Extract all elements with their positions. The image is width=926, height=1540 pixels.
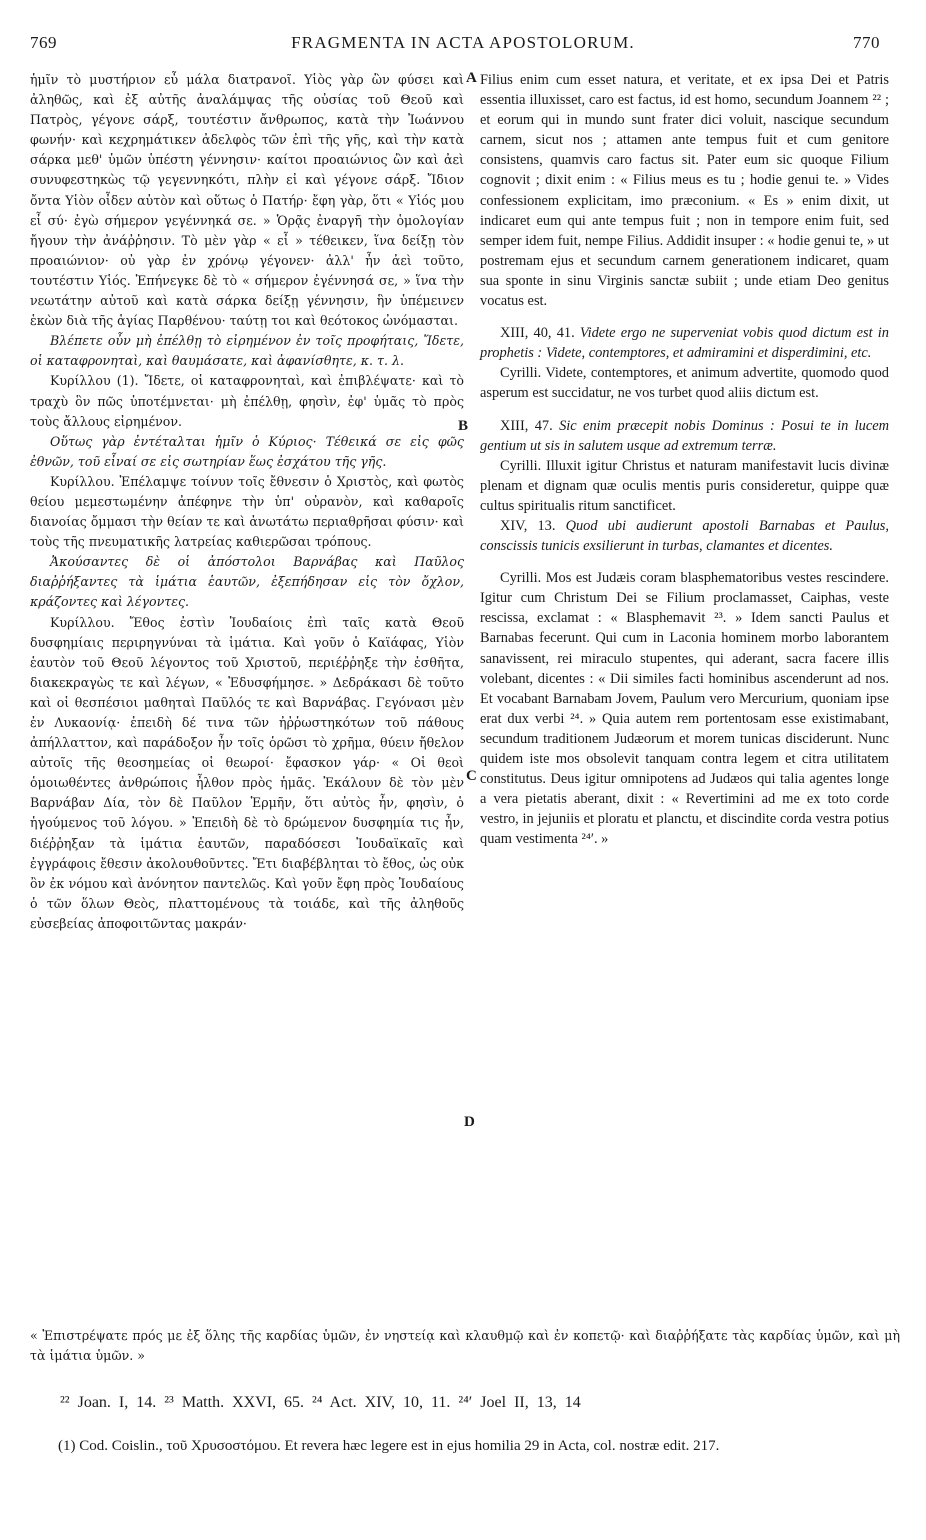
margin-marker-c: C — [466, 768, 477, 784]
greek-paragraph: ἡμῖν τὸ μυστήριον εὖ μάλα διατρανοῖ. Υἱὸς γὰρ ὢν φύσει καὶ ἀληθῶς, καὶ ἐξ αὐτῆς ἀναλάμψας τῆς οὐσίας τοῦ Θεοῦ καὶ Πατρὸς, γέγονε σάρξ, τουτέστιν ἄνθρωπος, κατὰ τὴν Ἰωάννου φωνήν· καὶ κεχρημάτικεν ἀδελφὸς τῶν ἐπὶ τῆς γῆς, καὶ τὴν κατὰ σάρκα μεθ' ὑμῶν ὑπέστη γέννησιν· καίτοι προαιώνιος ὢν καὶ ἀεὶ συνυφεστηκὼς τῷ γεγεννηκότι, πλὴν εἰ καὶ γέγονε σάρξ. Ἴδιον ὄντα Υἱὸν οἶδεν αὐτὸν καὶ οὕτως ὁ Πατήρ· ἔφη γὰρ, ὅτι « Υἱός μου εἶ σύ· ἐγὼ σήμερον γεγέννηκά σε. » Ὁρᾷς ἐναργῆ τὴν ὁμολογίαν ἤγουν τὴν ἀνάῤῥησιν. Τὸ μὲν γὰρ « εἶ » τέθεικεν, ἵνα δείξῃ τὸν προαιώνιον· οὐ γὰρ ἐν χρόνῳ γέγονεν· ἀλλ' ἦν ἀεὶ τοῦτο, τουτέστιν Υἱός. Ἐπήνεγκε δὲ τὸ « σήμερον ἐγέννησά σε, » ἵνα τὴν νεωτάτην αὐτοῦ καὶ κατὰ σάρκα δείξῃ γέννησιν, ἣν ὑπέμεινεν ἑκὼν διὰ τῆς ἁγίας Παρθένου· ταύτῃ τοι καὶ θεότοκος ὠνόμασται. — [30, 72, 464, 329]
latin-commentary: Cyrilli. Illuxit igitur Christus et naturam manifestavit lucis divinæ plenam et dignam quæ oculis mentis puris consideretur, quippe quæ cultus spiritualis ritum sanctificet. — [480, 457, 889, 514]
spacer — [480, 404, 889, 416]
greek-scripture-lemma: Ἀκούσαντες δὲ οἱ ἀπόστολοι Βαρνάβας καὶ Παῦλος διαῤῥήξαντες τὰ ἱμάτια ἑαυτῶν, ἐξεπήδησαν εἰς τὸν ὄχλον, κράζοντες καὶ λέγοντες. — [30, 554, 464, 610]
greek-commentary: Κυρίλλου. Ἐπέλαμψε τοίνυν τοῖς ἔθνεσιν ὁ Χριστὸς, καὶ φωτὸς θείου μεμεστωμένην ἀπέφηνε τὴν ὑπ' οὐρανὸν, καὶ καθαροῖς διανοίας ὄμμασι τὴν θείαν τε καὶ ἀνωτάτω περιαθρῆσαι φύσιν· καὶ τοὺς τῆς πνευματικῆς λατρείας καθιερῶσαι τρόπους. — [30, 473, 464, 550]
page-header — [0, 33, 926, 57]
margin-marker-b: B — [458, 418, 469, 434]
verse-reference: XIII, 40, 41. — [500, 325, 575, 342]
latin-commentary: Cyrilli. Videte, contemptores, et animum advertite, quomodo quod asperum est succidatur, ne vos turbet quod aliis dictum est. — [480, 365, 889, 402]
greek-continuation-line: « Ἐπιστρέψατε πρός με ἐξ ὅλης τῆς καρδίας ὑμῶν, ἐν νηστείᾳ καὶ κλαυθμῷ καὶ ἐν κοπετῷ· καὶ διαῤῥήξατε τὰς καρδίας ὑμῶν, καὶ μὴ τὰ ἱμάτια ὑμῶν. » — [30, 1328, 900, 1364]
latin-paragraph: Filius enim cum esset natura, et veritate, et ex ipsa Dei et Patris essentia illuxisset, caro est factus, id est homo, secundum Joannem ²² ; et eorum qui in mundo sunt frater dici voluit, nascique secundum carnem, sicut nos ; attamen ante tempus fuit et cum genitore consistens, quamvis caro factus sit. Pater eum sic quoque Filium cognovit ; dixit enim : « Filius meus es tu ; hodie genui te. » Vides confessionem explicitam, imo præconium. « Es » enim dixit, ut indicaret eum qui ante tempus fuit ; non in tempore enim fuit, sed semper idem fuit, nempe Filius. Addidit insuper : « hodie genui te, » ut postremam ejus et secundum carnem generationem indicaret, quam sua sponte in sinu Virginis sanctæ subiit ; unde etiam Deo genitus vocatus est. — [480, 72, 889, 310]
greek-commentary: Κυρίλλου (1). Ἴδετε, οἱ καταφρονηταὶ, καὶ ἐπιβλέψατε· καὶ τὸ τραχὺ ὃν πῶς ὑποτέμνεται· μὴ ἐπέλθῃ, φησὶν, ἐφ' ὑμᾶς τὸ πρὸς τοὺς ἄλλους εἰρημένον. — [30, 373, 464, 429]
latin-column — [480, 70, 889, 849]
latin-scripture-lemma — [480, 516, 889, 556]
greek-scripture-lemma: Οὕτως γὰρ ἐντέταλται ἡμῖν ὁ Κύριος· Τέθεικά σε εἰς φῶς ἐθνῶν, τοῦ εἶναί σε εἰς σωτηρίαν ἕως ἐσχάτου τῆς γῆς. — [30, 433, 464, 469]
latin-commentary: Cyrilli. Mos est Judæis coram blasphematoribus vestes rescindere. Igitur cum Christum Dei se Filium proclamasset, Caiphas, veste rescissa, exclamat : « Blasphemavit ²³. » Idem sancti Paulus et Barnabas fecerunt. Qui cum in Laconia hominem morbo laborantem sanavissent, rei miraculo stupentes, qui aderant, sacra facere illis volebant, dicentes : « Dii similes facti hominibus ascenderunt ad nos. Et vocabant Barnabam Jovem, Paulum vero Mercurium, quoniam ipse erat dux verbi ²⁴. » Quia autem rem portentosam esse existimabant, secundum traditionem Judæorum et morem tunicas disciderunt. Nunc quidem iste mos obsolevit tanquam contra legem et citra utilitatem constitutus. Deus igitur omnipotens ad Judæos qui talia agentes longe a vera pietatis aberant, dixit : « Revertimini ad me ex toto corde vestro, in jejuniis et ploratu et planctu, et discindite corda vestra potius quam vestimenta ²⁴′. » — [480, 570, 889, 848]
latin-scripture-lemma — [480, 416, 889, 456]
latin-lemma-text: Quod ubi audierunt apostoli Barnabas et Paulus, conscissis tunicis exsilierunt in turbas, clamantes et dicentes. — [480, 517, 890, 555]
footnote: (1) Cod. Coislin., τοῦ Χρυσοστόμου. Et revera hæc legere est in ejus homilia 29 in Acta, col. nostræ edit. 217. — [58, 1438, 720, 1454]
greek-scripture-lemma: Βλέπετε οὖν μὴ ἐπέλθῃ τὸ εἰρημένον ἐν τοῖς προφήταις, Ἴδετε, οἱ καταφρονηταὶ, καὶ θαυμάσατε, καὶ ἀφανίσθητε, κ. τ. λ. — [30, 333, 464, 369]
verse-reference: XIII, 47. — [500, 417, 553, 434]
verse-reference: XIV, 13. — [500, 517, 556, 534]
latin-scripture-lemma — [480, 323, 889, 363]
greek-column — [30, 70, 464, 934]
margin-marker-a: A — [466, 70, 477, 86]
margin-marker-d: D — [464, 1114, 475, 1130]
scripture-notes: ²² Joan. I, 14. ²³ Matth. XXVI, 65. ²⁴ Act. XIV, 10, 11. ²⁴′ Joel II, 13, 14 — [60, 1394, 581, 1411]
spacer — [480, 311, 889, 323]
right-page-number: 770 — [853, 33, 880, 52]
greek-commentary: Κυρίλλου. Ἔθος ἐστὶν Ἰουδαίοις ἐπὶ ταῖς κατὰ Θεοῦ δυσφημίαις περιρηγνύναι τὰ ἱμάτια. Καὶ γοῦν ὁ Καϊάφας, Υἱὸν ἑαυτὸν τοῦ Θεοῦ λέγοντος τοῦ Χριστοῦ, περιέῤῥηξε τὴν ἐσθῆτα, διακεκραγὼς τε καὶ λέγων, « Ἐδυσφήμησε. » Δεδράκασι δὲ τοῦτο καὶ οἱ θεσπέσιοι μαθηταὶ Παῦλός τε καὶ Βαρνάβας. Γεγόνασι μὲν ἐν Λυκαονίᾳ· ἐπειδὴ δέ τινα τῶν ἠῤῥωστηκότων τοῦ πάθους ἀπήλλαττον, καὶ παράδοξον ἦν τοῖς ὁρῶσι τὸ χρῆμα, θύειν ἤθελον αὐτοῖς τῆς θεοσημείας οἱ θεωροί· ἔφασκον γάρ· « Οἱ θεοὶ ὁμοιωθέντες ἀνθρώποις ἦλθον πρὸς ἡμᾶς. Ἐκάλουν δὲ τὸν μὲν Βαρνάβαν Δία, τὸν δὲ Παῦλον Ἑρμῆν, ὅτι αὐτὸς ἦν, φησὶν, ὁ ἡγούμενος τοῦ λόγου. » Ἐπειδὴ δὲ τὸ δρώμενον δυσφημία τις ἦν, διέῤῥηξαν τὰ ἱμάτια ἑαυτῶν, παραδόσεσι Ἰουδαϊκαῖς καὶ ἐγγράφοις ἔθεσιν ἀκολουθοῦντες. Ἔτι διαβέβληται τὸ ἔθος, ὡς οὐκ ὂν ἐκ νόμου καὶ ἀνόνητον παντελῶς. Καὶ γοῦν ἔφη πρὸς Ἰουδαίους ὁ τῶν ὅλων Θεὸς, πλαττομένους τὰ τοιάδε, καὶ τῆς ἀληθοῦς εὐσεβείας ἀποφοιτῶντας μακράν· — [30, 614, 464, 931]
latin-lemma-text: Videte ergo ne superveniat vobis quod dictum est in prophetis : Videte, contemptores, et admiramini et disperdimini, etc. — [480, 325, 889, 362]
latin-lemma-text: Sic enim præcepit nobis Dominus : Posui te in lucem gentium ut sis in salutem usque ad extremum terræ. — [480, 417, 889, 454]
spacer — [480, 556, 889, 568]
left-page-number: 769 — [30, 33, 57, 52]
running-title: FRAGMENTA IN ACTA APOSTOLORUM. — [291, 33, 635, 52]
